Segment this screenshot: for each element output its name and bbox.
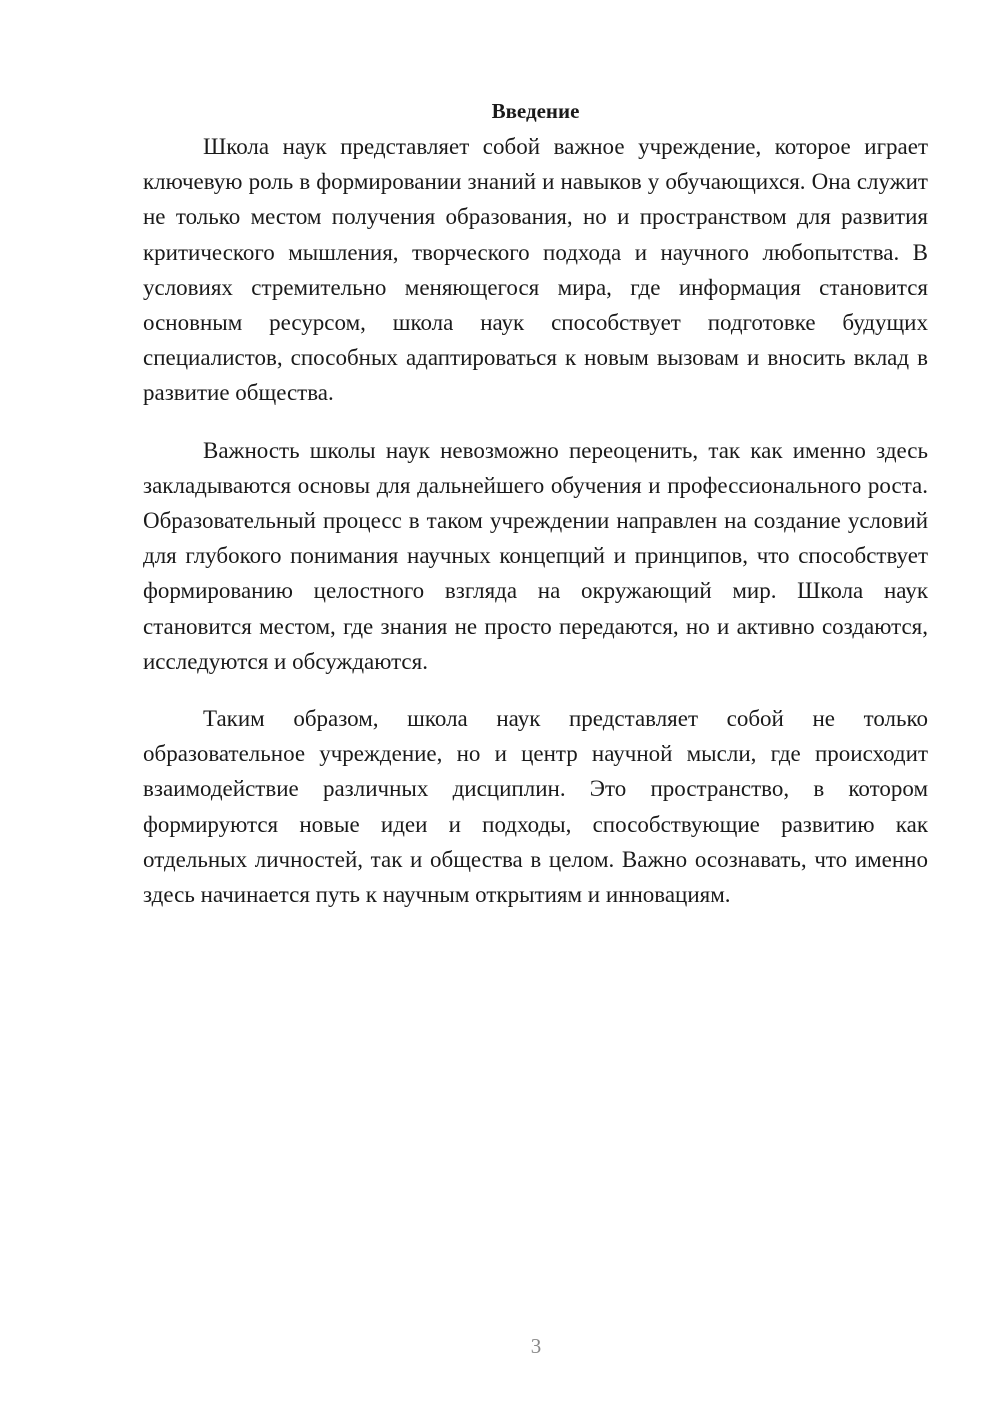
section-heading: Введение (491, 99, 580, 123)
page-number: 3 (530, 1334, 542, 1358)
paragraph-2: Важность школы наук невозможно переоценить, так как именно здесь закладываются основы для дальнейшего обучения и профессионального роста. Образовательный процесс в таком учреждении направлен на создание условий для глубокого понимания научных концепций и принципов, что способствует формированию целостного взгляда на окружающий мир. Школа наук становится местом, где знания не просто передаются, но и активно создаются, исследуются и обсуждаются. (143, 437, 928, 674)
paragraph-1: Школа наук представляет собой важное учреждение, которое играет ключевую роль в формировании знаний и навыков у обучающихся. Она служит не только местом получения образования, но и пространством для развития критического мышления, творческого подхода и научного любопытства. В условиях стремительно меняющегося мира, где информация становится основным ресурсом, школа наук способствует подготовке будущих специалистов, способных адаптироваться к новым вызовам и вносить вклад в развитие общества. (143, 134, 928, 406)
paragraph-3: Таким образом, школа наук представляет собой не только образовательное учреждение, но и центр научной мысли, где происходит взаимодействие различных дисциплин. Это пространство, в котором формируются новые идеи и подходы, способствующие развитию как отдельных личностей, так и общества в целом. Важно осознавать, что именно здесь начинается путь к научным открытиям и инновациям. (143, 706, 928, 908)
page-content (143, 94, 928, 912)
